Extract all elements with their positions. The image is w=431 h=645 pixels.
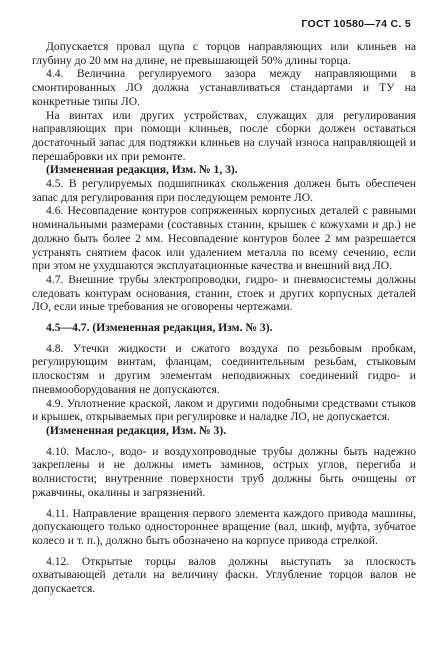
paragraph-4-11: 4.11. Направление вращения первого элемента каждого привода машины, допускающего только одностороннее вращение (вал, шкиф, муфта, зубчатое колесо и т. п.), должно быть обозначено на корпусе привода стрелкой. bbox=[32, 506, 416, 547]
paragraph-4-7: 4.7. Внешние трубы электропроводки, гидро- и пневмосистемы должны следовать контурам основания, станин, стоек и других корпусных деталей ЛО, если иные требования не оговорены чертежами. bbox=[32, 272, 416, 314]
paragraph-4-12: 4.12. Открытые торцы валов должны выступать за плоскость охватывающей детали на величину фаски. Углубление торцов валов не допускается. bbox=[32, 554, 416, 596]
amendment-note: (Измененная редакция, Изм. № 3). bbox=[46, 423, 227, 437]
paragraph-4-4: 4.4. Величина регулируемого зазора между направляющими в смонтированных ЛО должна устанавливаться стандартами и ТУ на конкретные типы ЛО. bbox=[32, 67, 416, 108]
paragraph-4-9: 4.9. Уплотнение краской, лаком и другими подобными средствами стыков и крышек, открываемых при регулировке и наладке ЛО, не допускается. bbox=[32, 396, 416, 424]
document-body bbox=[32, 40, 416, 596]
paragraph-4-10: 4.10. Масло-, водо- и воздухопроводные трубы должны быть надежно закреплены и не должны иметь заминов, острых углов, перегиба и волнистости; внутренние поверхности труб должны быть очищены от ржавчины, окалины и загрязнений. bbox=[32, 444, 416, 499]
paragraph-4-5: 4.5. В регулируемых подшипниках скольжения должен быть обеспечен запас для регулирования при последующем ремонте ЛО. bbox=[32, 177, 416, 204]
amendment-note: (Измененная редакция, Изм. № 1, 3). bbox=[46, 163, 238, 177]
paragraph-4-8: 4.8. Утечки жидкости и сжатого воздуха по резьбовым пробкам, регулирующим винтам, фланцам, соединительным резьбам, стыковым плоскостям и другим элементам неподвижных соединений гидро- и пневмооборудования не допускаются. bbox=[32, 341, 416, 396]
paragraph: На винтах или других устройствах, служащих для регулирования направляющих при помощи клиньев, после сборки должен оставаться достаточный запас для подтяжки клиньев на случай износа направляющей и перешабровки их при ремонте. bbox=[32, 108, 416, 163]
page-header: ГОСТ 10580—74 С. 5 bbox=[301, 18, 411, 30]
amendment-note: 4.5—4.7. (Измененная редакция, Изм. № 3). bbox=[46, 321, 273, 335]
paragraph: Допускается провал щупа с торцов направляющих или клиньев на глубину до 20 мм на длине, не превышающей 50% длины торца. bbox=[32, 40, 416, 67]
paragraph-4-6: 4.6. Несовпадение контуров сопряженных корпусных деталей с равными номинальными размерами (составных станин, крышек с кожухами и др.) не должно быть более 2 мм. Несовпадение контуров более 2 мм разрешается устранять снятием фасок или удалением металла по всему сечению, если при этом не ухудшаются эксплуатационные качества и внешний вид ЛО. bbox=[32, 204, 416, 273]
